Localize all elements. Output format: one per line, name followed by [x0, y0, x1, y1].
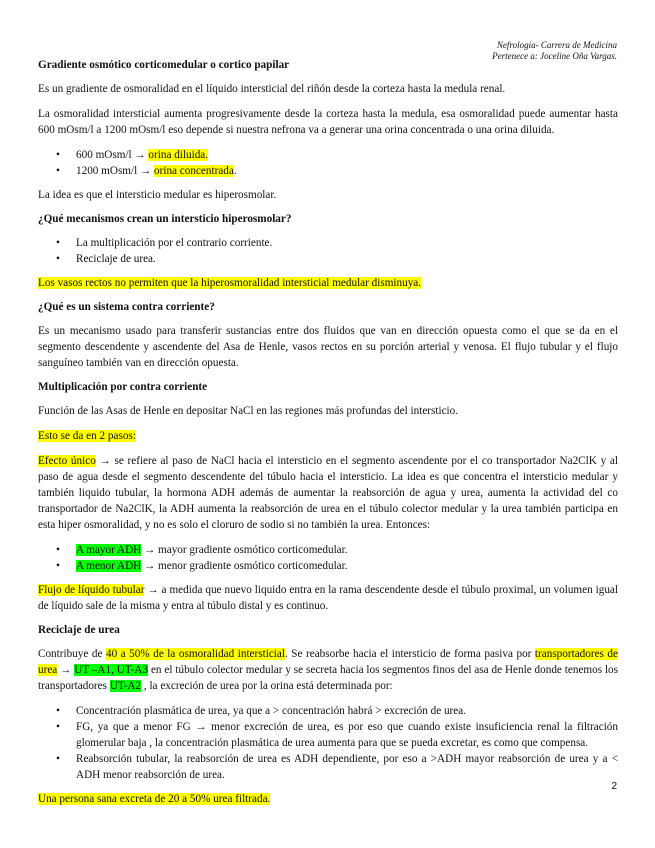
- paragraph: Es un gradiente de osmoralidad en el líquido intersticial del riñón desde la corteza hasta la medula renal.: [38, 83, 506, 95]
- paragraph: Efecto único → se refiere al paso de NaCl hacia el intersticio en el segmento ascendente por el co transportador Na2ClK y al paso de agua desde el segmento descendente del túbulo hacia el intersticio. La idea es que concentra el intersticio medular y también liquido tubular, la hormona ADH además de aumentar la reabsorción de agua y urea, aumenta la actividad del co transportador de Na2ClK, la ADH aumenta la reabsorción de urea en el túbulo colector medular y la urea también participa en esta hiper osmoralidad, y no es solo el cloruro de sodio si no también la urea. Entonces:: [38, 455, 618, 531]
- highlight-green: UT –A1, UT-A3: [74, 664, 149, 676]
- highlight: Efecto único: [38, 455, 96, 467]
- highlight: orina concentrada: [154, 165, 234, 177]
- highlight: Esto se da en 2 pasos:: [38, 430, 136, 442]
- section-title-mecanismos: ¿Qué mecanismos crean un intersticio hiperosmolar?: [38, 213, 292, 225]
- highlight: orina diluida.: [148, 149, 209, 161]
- highlight-green: UT-A2: [109, 680, 142, 692]
- paragraph: [38, 275, 618, 291]
- header-course: Nefrología- Carrera de Medicina: [496, 40, 617, 50]
- header-author: Pertenece a: Joceline Oña Vargas.: [492, 51, 617, 61]
- paragraph: Función de las Asas de Henle en depositar NaCl en las regiones más profundas del intersticio.: [38, 405, 459, 417]
- paragraph: Flujo de líquido tubular → a medida que nuevo liquido entra en la rama descendente desde el túbulo proximal, un volumen igual de líquido sale de la misma y entra al túbulo distal y es continuo.: [38, 584, 618, 612]
- paragraph: Es un mecanismo usado para transferir sustancias entre dos fluidos que van en dirección opuesta como el que se da en el segmento descendente y ascendente del Asa de Henle, vasos rectos en su porción arterial y venosa. El flujo tubular y el flujo sanguíneo también van en dirección opuesta.: [38, 325, 618, 369]
- highlight: Flujo de líquido tubular: [38, 584, 145, 596]
- highlight-green: A mayor ADH: [76, 544, 142, 556]
- paragraph: [38, 428, 618, 444]
- list-item: • 1200 mOsm/l → orina concentrada.: [76, 163, 618, 179]
- section-title-multiplicacion: Multiplicación por contra corriente: [38, 381, 208, 393]
- list-item: • Concentración plasmática de urea, ya que a > concentración habrá > excreción de urea.: [76, 703, 618, 719]
- bullet-list: [38, 147, 618, 179]
- list-item: • A mayor ADH → mayor gradiente osmótico corticomedular.: [76, 542, 618, 558]
- paragraph: La osmoralidad intersticial aumenta progresivamente desde la corteza hasta la medula, esa osmoralidad puede aumentar hasta 600 mOsm/l a 1200 mOsm/l eso depende si nuestra nefrona va a generar una orina concentrada o una orina diluida.: [38, 108, 618, 136]
- highlight-green: A menor ADH: [76, 560, 142, 572]
- list-item: • A menor ADH → menor gradiente osmótico corticomedular.: [76, 558, 618, 574]
- paragraph: Contribuye de 40 a 50% de la osmoralidad intersticial. Se reabsorbe hacia el intersticio de forma pasiva por transportadores de urea → UT –A1, UT-A3 en el túbulo colector medular y se secreta hacia los segmentos finos del asa de Henle donde tenemos los transportadores UT-A2 , la excreción de urea por la orina está determinada por:: [38, 648, 619, 692]
- list-item: • Reabsorción tubular, la reabsorción de urea es ADH dependiente, por eso a >ADH mayor reabsorción de urea y a < ADH menor reabsorción de urea.: [76, 751, 618, 783]
- bullet-list: [38, 542, 618, 574]
- list-item: • Reciclaje de urea.: [76, 251, 618, 267]
- list-item: • 600 mOsm/l → orina diluida.: [76, 147, 618, 163]
- paragraph: [38, 791, 618, 807]
- highlight: 40 a 50% de la osmoralidad intersticial: [105, 648, 285, 660]
- bullet-list: [38, 703, 618, 783]
- section-title-reciclaje: Reciclaje de urea: [38, 624, 120, 636]
- paragraph: La idea es que el intersticio medular es hiperosmolar.: [38, 189, 277, 201]
- highlight: Los vasos rectos no permiten que la hiperosmoralidad intersticial medular disminuya.: [38, 277, 422, 289]
- bullet-list: [38, 235, 618, 267]
- page-content: [38, 38, 618, 816]
- list-item: • La multiplicación por el contrario corriente.: [76, 235, 618, 251]
- highlight: transportadores de urea: [38, 648, 618, 676]
- page-number: 2: [611, 781, 617, 792]
- highlight: Una persona sana excreta de 20 a 50% urea filtrada.: [38, 793, 271, 805]
- list-item: • FG, ya que a menor FG → menor excreción de urea, es por eso que cuando existe insuficiencia renal la filtración glomerular baja , la concentración plasmática de urea aumenta para que se pueda excretar, es como que compensa.: [76, 719, 618, 751]
- section-title-gradiente: Gradiente osmótico corticomedular o cortico papilar: [38, 59, 290, 71]
- section-title-contra-corriente: ¿Qué es un sistema contra corriente?: [38, 301, 215, 313]
